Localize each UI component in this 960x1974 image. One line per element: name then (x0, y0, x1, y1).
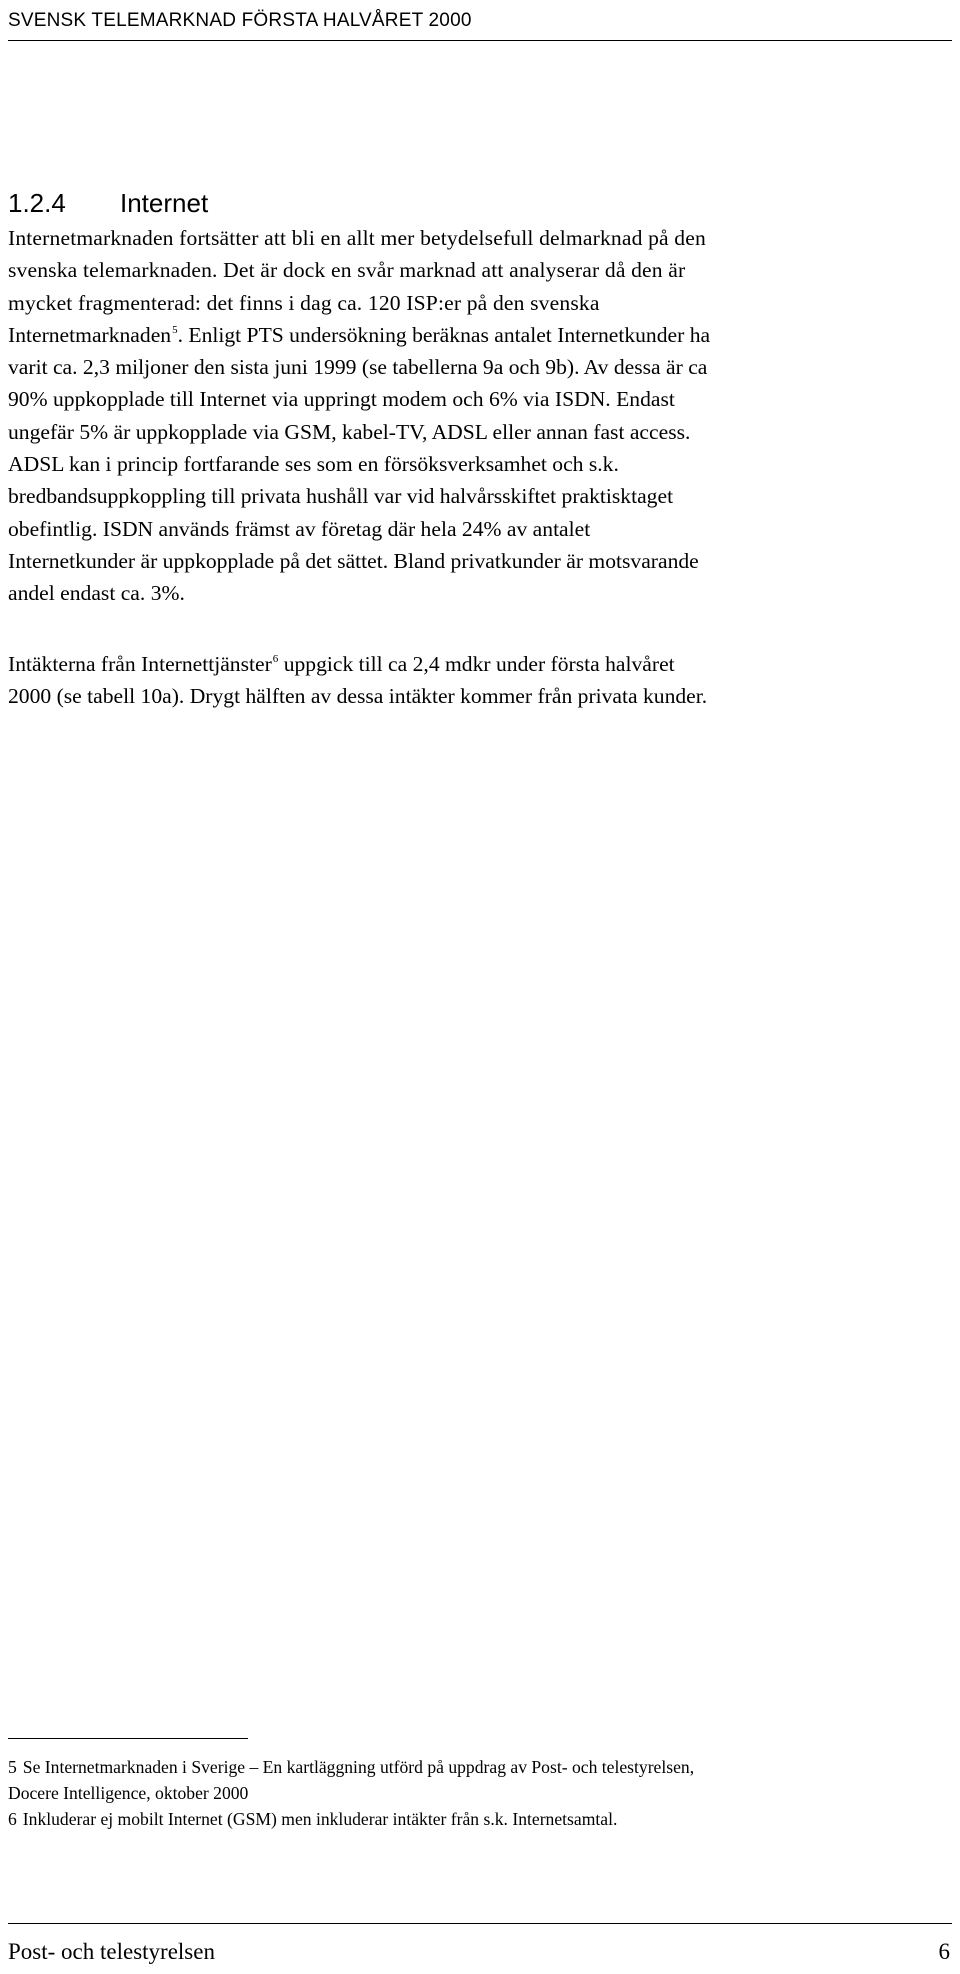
footnote-ref-5[interactable]: 5 (172, 323, 178, 336)
paragraph-line: ungefär 5% är uppkopplade via GSM, kabel-TV, ADSL eller annan fast access. (8, 419, 691, 444)
page-footer (8, 1923, 952, 1970)
footnote-divider (8, 1738, 248, 1739)
paragraph-line (8, 648, 707, 680)
footnote-number: 5 (8, 1757, 17, 1777)
paragraph-line: Internetmarknaden fortsätter att bli en allt mer betydelsefull delmarknad på den (8, 226, 706, 250)
paragraph-line: obefintlig. ISDN används främst av företag där hela 24% av antalet (8, 516, 591, 541)
footnote-ref-6[interactable]: 6 (272, 653, 279, 665)
footnote-5-continuation: Docere Intelligence, oktober 2000 (8, 1783, 249, 1803)
paragraph-line-segment: Intäkterna från Internettjänster (8, 652, 272, 676)
paragraph-line-segment: . Enligt PTS undersökning beräknas antalet Internetkunder ha (177, 322, 711, 347)
section-number: 1.2.4 (8, 188, 66, 218)
footnote-number: 6 (8, 1809, 17, 1829)
footnotes (8, 1754, 694, 1832)
footnote-5 (8, 1754, 694, 1780)
paragraph-line-segment: Internetmarknaden (8, 322, 172, 347)
paragraph-line: Internetkunder är uppkopplade på det sättet. Bland privatkunder är motsvarande (8, 548, 699, 573)
footnote-text: Se Internetmarknaden i Sverige – En kartläggning utförd på uppdrag av Post- och telestyrelsen, (22, 1757, 695, 1777)
paragraph-internet-revenue (8, 648, 707, 713)
page-number: 6 (938, 1939, 950, 1964)
paragraph-line: 90% uppkopplade till Internet via uppringt modem och 6% via ISDN. Endast (8, 387, 675, 412)
paragraph-internet-market (8, 222, 710, 610)
paragraph-line: 2000 (se tabell 10a). Drygt hälften av dessa intäkter kommer från privata kunder. (8, 684, 708, 709)
footnote-text: Inkluderar ej mobilt Internet (GSM) men inkluderar intäkter från s.k. Internetsamtal. (22, 1809, 618, 1829)
paragraph-line: andel endast ca. 3%. (8, 581, 185, 606)
section-title: Internet (120, 188, 209, 218)
section-heading (8, 186, 208, 220)
paragraph-line: mycket fragmenterad: det finns i dag ca. 120 ISP:er på den svenska (8, 290, 600, 315)
paragraph-line: svenska telemarknaden. Det är dock en svår marknad att analyserar då den är (8, 258, 686, 283)
paragraph-line: bredbandsuppkoppling till privata hushåll var vid halvårsskiftet praktisktaget (8, 484, 674, 509)
footnote-6 (8, 1806, 694, 1832)
running-header-title: SVENSK TELEMARKNAD FÖRSTA HALVÅRET 2000 (8, 10, 472, 31)
paragraph-line (8, 319, 710, 351)
footer-organization: Post- och telestyrelsen (8, 1939, 215, 1964)
paragraph-line: varit ca. 2,3 miljoner den sista juni 1999 (se tabellerna 9a och 9b). Av dessa är ca (8, 355, 708, 380)
running-header (8, 6, 952, 41)
paragraph-line-segment: uppgick till ca 2,4 mdkr under första halvåret (278, 652, 675, 676)
paragraph-line: ADSL kan i princip fortfarande ses som en försöksverksamhet och s.k. (8, 452, 619, 477)
